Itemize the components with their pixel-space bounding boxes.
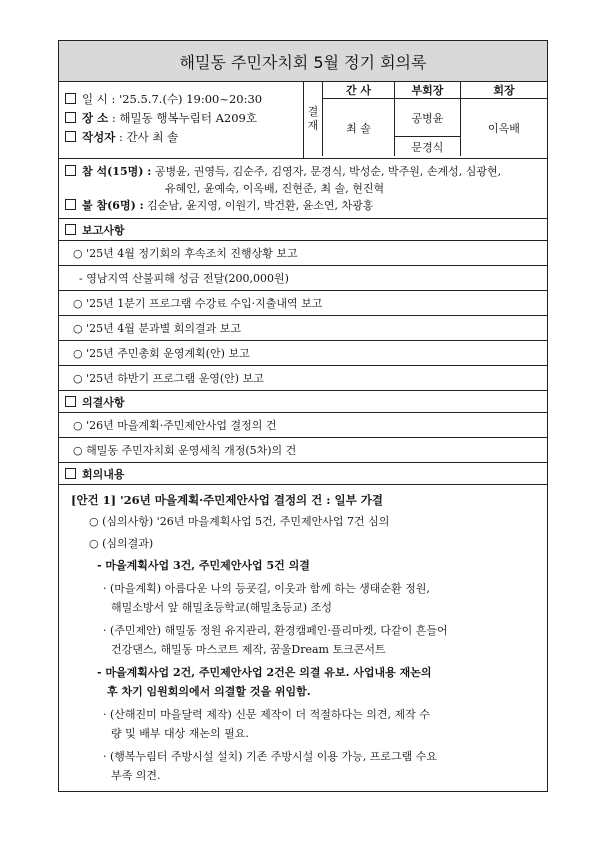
- present-list-2: 유혜인, 윤예숙, 이옥배, 진현준, 최 솔, 현진혁: [165, 182, 385, 195]
- checkbox-icon: [65, 93, 76, 104]
- report-header: 보고사항: [59, 219, 547, 241]
- present-list-1: 공병윤, 권영득, 김순주, 김영자, 문경식, 박성순, 박주원, 손계성, 심광현,: [154, 165, 502, 178]
- attendance-section: [59, 159, 547, 219]
- present-label: 참 석(15명) :: [82, 165, 152, 178]
- report-item: - 영남지역 산불피해 성금 전달(200,000원): [59, 266, 547, 291]
- report-item: ○ '25년 주민총회 운영계획(안) 보고: [59, 341, 547, 366]
- decided-item: - 마을계획사업 3건, 주민제안사업 5건 의결: [97, 559, 310, 572]
- resolution-item: ○ '26년 마을계획·주민제안사업 결정의 건: [59, 413, 547, 438]
- held-detail-2: · (행복누림터 주방시설 설치) 기존 주방시설 이용 가능, 프로그램 수요 부족 의견.: [103, 750, 437, 782]
- document-title: 해밀동 주민자치회 5월 정기 회의록: [59, 41, 547, 82]
- result-item: ○ (심의결과): [89, 537, 154, 550]
- vice-chair-signature-2: 문경식: [394, 137, 460, 156]
- chair-signature: 이옥배: [460, 99, 547, 156]
- checkbox-icon: [65, 131, 76, 142]
- checkbox-icon: [65, 165, 76, 176]
- review-item: ○ (심의사항) '26년 마을계획사업 5건, 주민제안사업 7건 심의: [89, 515, 390, 528]
- minutes-document: [58, 40, 548, 792]
- present-row: [65, 163, 541, 180]
- secretary-signature: 최 솔: [322, 99, 394, 156]
- resolution-item: ○ 해밀동 주민자치회 운영세칙 개정(5차)의 건: [73, 444, 297, 457]
- minutes-header: 회의내용: [59, 463, 547, 485]
- place-label: 장 소: [82, 111, 109, 125]
- place-value: 해밀동 행복누림터 A209호: [119, 111, 257, 125]
- report-item: ○ '25년 4월 분과별 회의결과 보고: [59, 316, 547, 341]
- absent-list: 김순남, 윤지영, 이원기, 박건환, 윤소연, 차광홍: [147, 199, 374, 212]
- vice-chair-signature-1: 공병윤: [394, 99, 460, 137]
- checkbox-icon: [65, 112, 76, 123]
- date-row: 일 시 : '25.5.7.(수) 19:00~20:30: [65, 90, 303, 109]
- report-item: ○ '25년 1분기 프로그램 수강료 수입·지출내역 보고: [59, 291, 547, 316]
- writer-value: 간사 최 솔: [126, 130, 179, 144]
- report-item: ○ '25년 하반기 프로그램 운영(안) 보고: [73, 372, 264, 385]
- report-section: [59, 219, 547, 390]
- vice-chair-header: 부회장: [394, 82, 460, 99]
- writer-label: 작성자: [82, 130, 116, 144]
- held-detail-1: · (산해진미 마을달력 제작) 신문 제작이 더 적절하다는 의견, 제작 수 량 및 배부 대상 재논의 필요.: [103, 708, 430, 740]
- resolution-section: [59, 390, 547, 462]
- agenda-title: [안건 1] '26년 마을계획·주민제안사업 결정의 건 : 일부 가결: [71, 493, 383, 507]
- held-item: - 마을계획사업 2건, 주민제안사업 2건은 의결 유보. 사업내용 재논의 후 차기 임원회의에서 의결할 것을 위임함.: [97, 666, 432, 698]
- absent-label: 불 참(6명) :: [82, 199, 144, 212]
- chair-header: 회장: [460, 82, 547, 99]
- checkbox-icon: [65, 396, 76, 407]
- decided-detail-2: · (주민제안) 해밀동 정원 유지관리, 환경캠페인·플리마켓, 다같이 흔들어 건강댄스, 해밀동 마스코트 제작, 꿈울Dream 토크콘서트: [103, 624, 448, 656]
- checkbox-icon: [65, 199, 76, 210]
- minutes-section: [59, 462, 547, 791]
- minutes-content: [59, 485, 547, 791]
- meeting-details: [59, 82, 303, 158]
- resolution-header: 의결사항: [59, 391, 547, 413]
- report-item: ○ '25년 4월 정기회의 후속조치 진행상황 보고: [59, 241, 547, 266]
- writer-row: 작성자 : 간사 최 솔: [65, 128, 303, 147]
- checkbox-icon: [65, 224, 76, 235]
- place-row: 장 소 : 해밀동 행복누림터 A209호: [65, 109, 303, 128]
- checkbox-icon: [65, 468, 76, 479]
- approval-label: 결 재: [307, 105, 319, 132]
- absent-row: [65, 197, 541, 214]
- secretary-header: 간 사: [322, 82, 394, 99]
- date-label: 일 시: [82, 92, 108, 106]
- date-value: '25.5.7.(수) 19:00~20:30: [119, 92, 263, 106]
- meeting-info: [59, 82, 547, 159]
- decided-detail-1: · (마을계획) 아름다운 나의 등굣길, 이웃과 함께 하는 생태순환 정원, 해밀소방서 앞 해밀초등학교(해밀초등교) 조성: [103, 582, 430, 614]
- approval-table: [303, 82, 547, 158]
